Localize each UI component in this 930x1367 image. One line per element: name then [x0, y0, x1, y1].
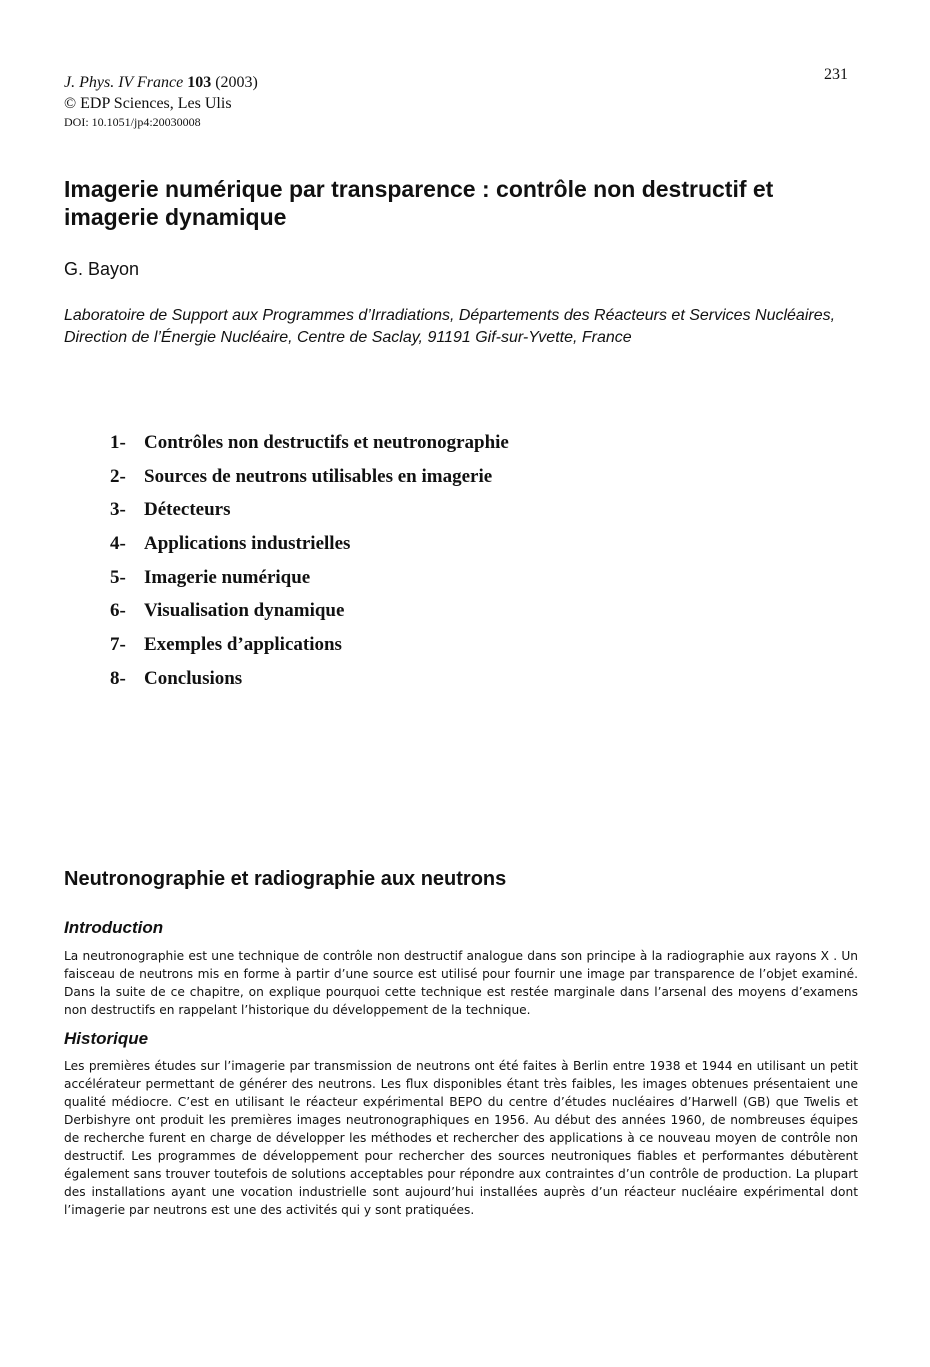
- toc-item: [110, 666, 509, 700]
- author-affiliation: Laboratoire de Support aux Programmes d’Irradiations, Départements des Réacteurs et Services Nucléaires, Direction de l’Énergie Nucléaire, Centre de Saclay, 91191 Gif-sur-Yvette, France: [64, 307, 836, 346]
- doi-line: DOI: 10.1051/jp4:20030008: [64, 115, 201, 129]
- introduction-heading: Introduction: [64, 918, 164, 937]
- toc-item-label: Visualisation dynamique: [144, 600, 345, 622]
- toc-item: [110, 632, 509, 666]
- historique-heading: Historique: [64, 1029, 149, 1048]
- toc-item-label: Contrôles non destructifs et neutronographie: [144, 432, 509, 453]
- toc-item-label: Applications industrielles: [144, 533, 351, 555]
- historique-paragraph: Les premières études sur l’imagerie par transmission de neutrons ont été faites à Berlin entre 1938 et 1944 en utilisant un petit accélérateur permettant de générer des neutrons. Les flux disponibles étant très faibles, les images obtenues présentaient une qualité médiocre. C’est en utilisant le réacteur expérimental BEPO du centre d’études nucléaires d’Harwell (GB) que Twelis et Derbishyre ont produit les premières images neutronographiques en 1956. Au début des années 1960, de nombreuses équipes de recherche furent en charge de développer les méthodes et rechercher des applications à ce nouveau moyen de contrôle non destructif. Les programmes de développement pour rechercher des sources neutroniques fiables et performantes débutèrent également sans trouver toutefois de solutions acceptables pour répondre aux contraintes d’un contrôle de production. La plupart des installations ayant une vocation industrielle sont aujourd’hui installées auprès d’un réacteur nucléaire expérimental dont l’imagerie par neutrons est une des activités qui y sont pratiquées.: [64, 1059, 858, 1217]
- journal-name: J. Phys. IV France: [64, 74, 184, 91]
- toc-item-number: 6-: [110, 600, 126, 622]
- paper-title: Imagerie numérique par transparence : contrôle non destructif et imagerie dynamique: [64, 176, 774, 230]
- journal-citation: [64, 72, 258, 93]
- toc-item-label: Imagerie numérique: [144, 566, 311, 588]
- toc-item: [110, 531, 509, 565]
- publisher-line: © EDP Sciences, Les Ulis: [64, 95, 232, 112]
- section-heading: Neutronographie et radiographie aux neutrons: [64, 868, 507, 890]
- toc-item: [110, 565, 509, 599]
- toc-item: [110, 598, 509, 632]
- toc-item-label: Exemples d’applications: [144, 634, 342, 656]
- toc-item-number: 3-: [110, 499, 126, 521]
- toc-item-label: Détecteurs: [144, 499, 231, 521]
- toc-item-label: Conclusions: [144, 667, 243, 689]
- toc-item: [110, 464, 509, 498]
- toc-item-number: 8-: [110, 667, 126, 689]
- journal-header: [64, 72, 258, 130]
- journal-year: (2003): [215, 74, 258, 91]
- toc-item-label: Sources de neutrons utilisables en imagerie: [144, 465, 493, 487]
- journal-volume: 103: [187, 74, 212, 91]
- table-of-contents: [110, 430, 509, 700]
- toc-item: [110, 497, 509, 531]
- toc-item-number: 2-: [110, 465, 126, 487]
- author-name: G. Bayon: [64, 259, 140, 279]
- toc-item-number: 1-: [110, 432, 126, 453]
- toc-item-number: 7-: [110, 634, 126, 656]
- toc-item-number: 4-: [110, 533, 126, 555]
- toc-item: [110, 430, 509, 464]
- page-number: 231: [824, 66, 848, 83]
- introduction-paragraph: La neutronographie est une technique de contrôle non destructif analogue dans son principe à la radiographie aux rayons X . Un faisceau de neutrons mis en forme à partir d’une source est utilisé pour fournir une image par transparence de l’objet examiné. Dans la suite de ce chapitre, on explique pourquoi cette technique est restée marginale dans l’arsenal des moyens d’examens non destructifs en rappelant l’historique du développement de la technique.: [64, 949, 858, 1017]
- toc-item-number: 5-: [110, 566, 126, 588]
